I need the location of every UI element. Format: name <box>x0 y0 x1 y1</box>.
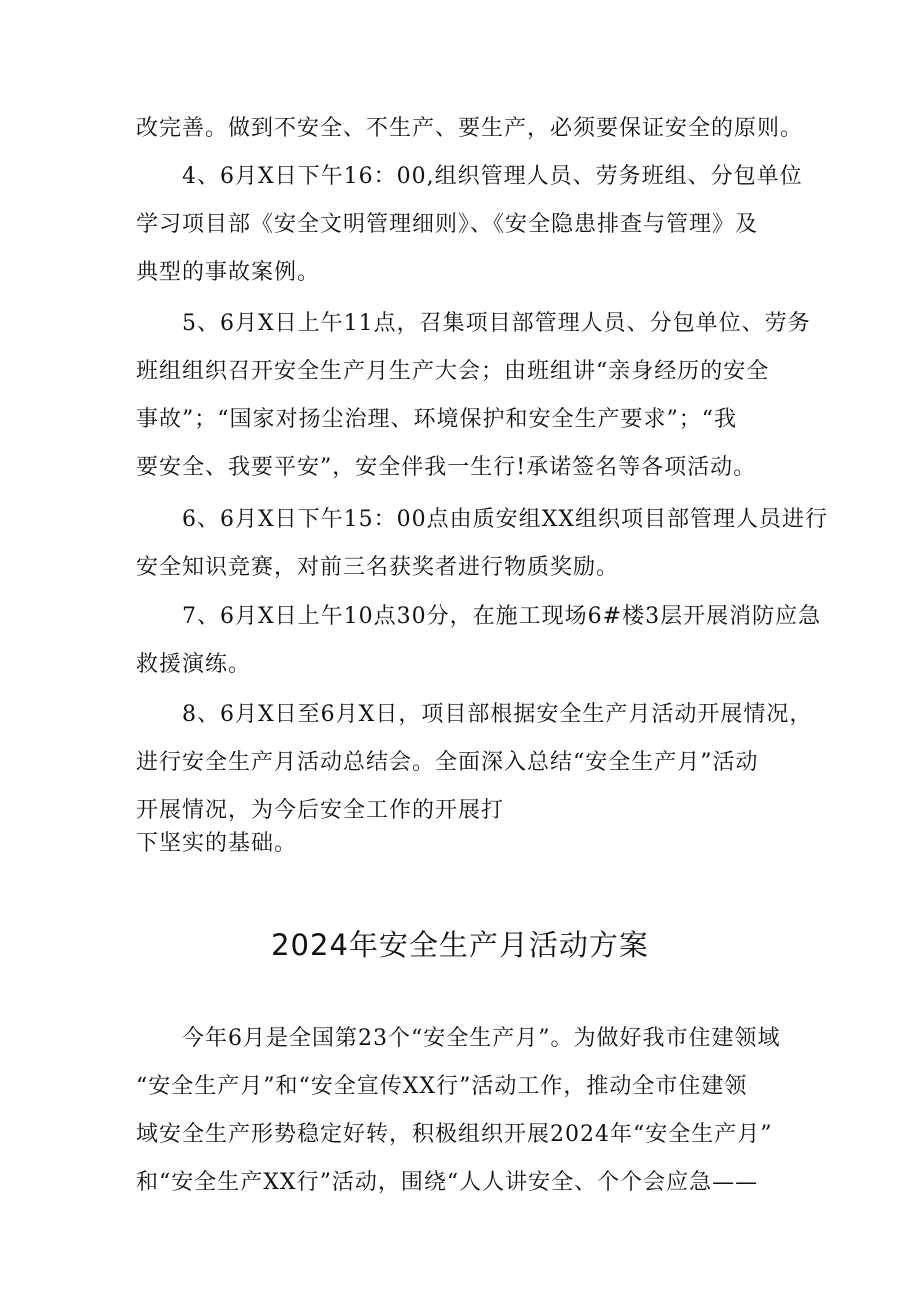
paragraph-line: 4、6月X日下午16：00,组织管理人员、劳务班组、分包单位 <box>182 164 803 189</box>
paragraph-line: 事故”；“国家对扬尘治理、环境保护和安全生产要求”；“我 <box>136 407 737 432</box>
paragraph-line: 下坚实的基础。 <box>136 831 298 856</box>
paragraph-line: 改完善。做到不安全、不生产、要生产，必须要保证安全的原则。 <box>136 116 804 141</box>
paragraph-line: “安全生产月”和“安全宣传XX行”活动工作，推动全市住建领 <box>136 1074 748 1099</box>
paragraph-line: 要安全、我要平安”，安全伴我一生行!承诺签名等各项活动。 <box>136 455 757 480</box>
paragraph-line: 8、6月X日至6月X日，项目部根据安全生产月活动开展情况， <box>182 702 813 727</box>
paragraph-line: 安全知识竞赛，对前三名获奖者进行物质奖励。 <box>136 555 620 580</box>
paragraph-line: 6、6月X日下午15：00点由质安组XX组织项目部管理人员进行 <box>182 507 828 532</box>
document-title: 2024年安全生产月活动方案 <box>271 928 649 962</box>
paragraph-line: 7、6月X日上午10点30分，在施工现场6#楼3层开展消防应急 <box>182 604 822 629</box>
paragraph-line: 班组组织召开安全生产月生产大会；由班组讲“亲身经历的安全 <box>136 359 770 384</box>
paragraph-line: 今年6月是全国第23个“安全生产月”。为做好我市住建领域 <box>182 1026 781 1051</box>
paragraph-line: 学习项目部《安全文明管理细则》、《安全隐患排查与管理》及 <box>136 212 759 237</box>
paragraph-line: 5、6月X日上午11点，召集项目部管理人员、分包单位、劳务 <box>182 311 811 336</box>
paragraph-line: 典型的事故案例。 <box>136 260 321 285</box>
paragraph-line: 和“安全生产XX行”活动，围绕“人人讲安全、个个会应急—— <box>136 1170 759 1195</box>
paragraph-line: 救援演练。 <box>136 652 252 677</box>
paragraph-line: 域安全生产形势稳定好转，积极组织开展2024年“安全生产月” <box>136 1122 773 1147</box>
paragraph-line: 进行安全生产月活动总结会。全面深入总结“安全生产月”活动 <box>136 750 759 775</box>
paragraph-line: 开展情况，为今后安全工作的开展打 <box>136 798 505 823</box>
